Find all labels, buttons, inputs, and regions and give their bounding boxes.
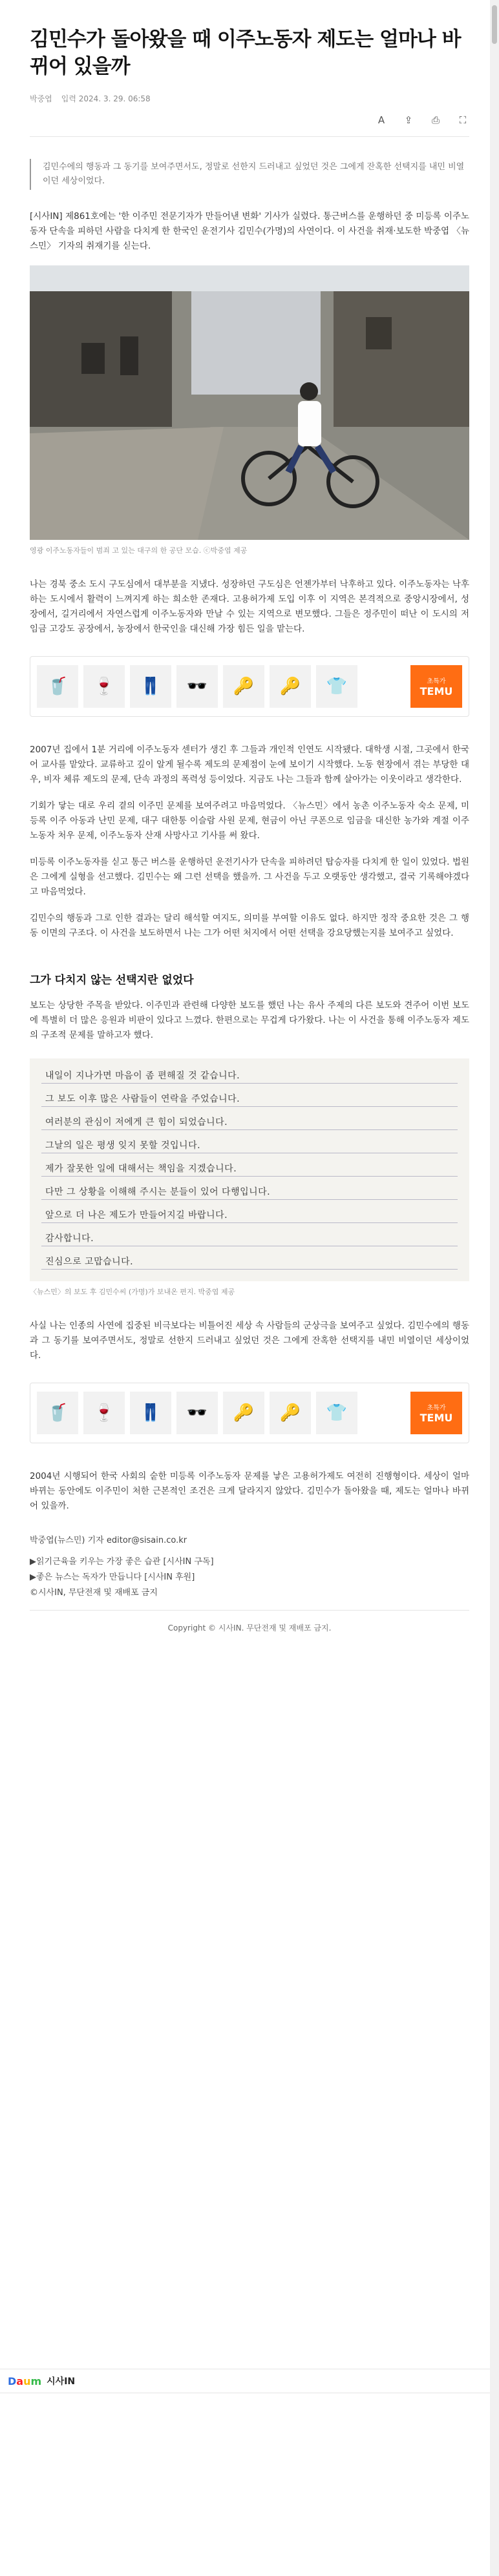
article-meta (30, 93, 469, 104)
letter-line: 제가 잘못한 일에 대해서는 책임을 지겠습니다. (45, 1164, 237, 1174)
letter-line: 앞으로 더 나은 제도가 만들어지길 바랍니다. (45, 1210, 228, 1221)
paragraph: 김민수의 행동과 그로 인한 결과는 달리 해석할 여지도, 의미를 부여할 이유도 없다. 하지만 정작 중요한 것은 그 행동 이면의 구조다. 이 사건을 보도하면서 나는 그가 어떤 처지에서 어떤 선택을 강요당했는지를 보여주고 싶었다. (30, 913, 469, 938)
letter-line: 그 보도 이후 많은 사람들이 연락을 주었습니다. (45, 1094, 240, 1104)
page-scrollbar[interactable] (490, 0, 499, 2576)
car-key-icon: 🔑 (279, 677, 301, 696)
wine-icon: 🍷 (93, 677, 115, 696)
article-footer (30, 1533, 469, 1653)
letter-line: 여러분의 관심이 저에게 큰 힘이 되었습니다. (45, 1117, 228, 1128)
daum-floating-bar[interactable] (0, 2369, 499, 2393)
ad-item[interactable] (37, 1392, 78, 1434)
letter-line: 다만 그 상황을 이해해 주시는 분들이 있어 다행입니다. (45, 1187, 271, 1197)
daum-logo[interactable]: Daum (8, 2375, 42, 2387)
subscribe-link[interactable]: ▶읽기근육을 키우는 가장 좋은 습관 [시사IN 구독] (30, 1557, 214, 1567)
article-summary: 김민수에의 행동과 그 동기를 보여주면서도, 정말로 선한지 드러내고 싶었던 것은 그에게 잔혹한 선택지를 내민 비열이던 세상이었다. (30, 159, 469, 190)
photo-caption: 영광 이주노동자들이 범죄 고 있는 대구의 한 공단 모습. ⓒ박중엽 제공 (30, 546, 248, 555)
sunglasses-icon: 🕶️ (186, 1403, 208, 1423)
cup-icon: 🥤 (47, 677, 69, 696)
article-photo (30, 265, 469, 540)
temu-logo[interactable] (410, 1392, 462, 1434)
street-photo-illustration (30, 265, 469, 540)
article-byline: 박중엽(뉴스민) 기자 editor@sisain.co.kr (30, 1536, 187, 1545)
site-copyright: Copyright © 시사IN. 무단전재 및 재배포 금지. (167, 1623, 332, 1633)
car-key-icon: 🔑 (233, 677, 255, 696)
letter-line: 내일이 지나가면 마음이 좀 편해질 것 같습니다. (45, 1071, 240, 1081)
letter-rule (41, 1269, 458, 1270)
fullscreen-icon[interactable]: ⛶ (459, 114, 467, 126)
sunglasses-icon: 🕶️ (186, 677, 208, 696)
letter-line: 그날의 일은 평생 잊지 못할 것입니다. (45, 1140, 201, 1151)
ad-brand: TEMU (419, 1412, 453, 1424)
ad-brand: TEMU (419, 685, 453, 697)
reporter-name[interactable]: 박중엽 (30, 94, 52, 103)
letter-rule (41, 1199, 458, 1200)
paragraph: 2004년 시행되어 한국 사회의 숱한 미등록 이주노동자 문제를 낳은 고용허가제도 여전히 진행형이다. 세상이 얼마 바뀌는 동안에도 이주민이 처한 근본적인 조건은 크게 달라지지 않았다. 김민수가 돌아왔을 때, 제도는 얼마나 바뀌어 있을까. (30, 1471, 469, 1511)
article-toolbar (30, 114, 469, 137)
ad-cta: 초특가 (427, 678, 446, 685)
ad-item[interactable] (223, 1392, 264, 1434)
scrollbar-thumb[interactable] (492, 5, 497, 44)
ad-item[interactable] (270, 665, 311, 708)
article-subheading: 그가 다치지 않는 선택지란 없었다 (30, 974, 194, 987)
shirt-icon: 👕 (326, 677, 348, 696)
temu-ad-banner[interactable] (30, 656, 469, 717)
paragraph: 기회가 닿는 대로 우리 곁의 이주민 문제를 보여주려고 마음먹었다. 〈뉴스민〉에서 농촌 이주노동자 숙소 문제, 미등록 이주 아동과 난민 문제, 대구 대한통 이슬람 사원 문제, 현금이 아닌 쿠폰으로 임금을 대신한 농가와 계절 이주노동자 처우 문제, 이주노동자 산재 사망사고 기사를 써 왔다. (30, 801, 469, 841)
ad-cta: 초특가 (427, 1405, 446, 1412)
letter-line: 감사합니다. (45, 1233, 94, 1244)
outlet-name: 시사IN (47, 2376, 76, 2387)
letter-rule (41, 1176, 458, 1177)
share-icon[interactable]: ⇪ (404, 114, 413, 126)
letter-rule (41, 1083, 458, 1084)
ad-item[interactable] (130, 1392, 171, 1434)
ad-item[interactable] (37, 665, 78, 708)
letter-caption: 〈뉴스민〉의 보도 후 김민수씨 (가명)가 보내온 편지. 박중엽 제공 (30, 1288, 235, 1296)
ad-item[interactable] (316, 665, 357, 708)
temu-logo[interactable] (410, 665, 462, 708)
paragraph: 나는 경북 중소 도시 구도심에서 대부분을 지냈다. 성장하던 구도심은 언젠가부터 낙후하고 있다. 이주노동자는 낙후하는 도시에서 활력이 느껴지게 하는 희소한 존재다. 고용허가제 도입 이후 이 지역은 본격적으로 중앙시장에서, 성장에서, 길거리에서 자연스럽게 이주노동자와 만날 수 있는 지역으로 변모했다. 그들은 정주민이 떠난 이 도시의 저임금 고강도 공장에서, 농장에서 한국인을 대신해 가장 힘든 일을 맡는다. (30, 579, 469, 634)
pants-icon: 👖 (140, 1403, 162, 1423)
support-link[interactable]: ▶좋은 뉴스는 독자가 만듭니다 [시사IN 후원] (30, 1572, 195, 1582)
pants-icon: 👖 (140, 677, 162, 696)
paragraph: 2007년 집에서 1분 거리에 이주노동자 센터가 생긴 후 그들과 개인적 인연도 시작됐다. 대학생 시절, 그곳에서 한국어 교사를 맡았다. 교류하고 깊이 알게 될수록 제도의 문제점이 눈에 보이기 시작했다. 노동 현장에서 겪는 부당한 대우, 비자 체류 제도의 문제, 단속 과정의 폭력성 등이었다. 지금도 나는 그들과 함께 살아가는 이웃이라고 생각한다. (30, 745, 469, 785)
letter-rule (41, 1106, 458, 1107)
temu-ad-banner[interactable] (30, 1383, 469, 1443)
wine-icon: 🍷 (93, 1403, 115, 1423)
ad-item[interactable] (176, 665, 218, 708)
ad-item[interactable] (83, 665, 125, 708)
letter-rule (41, 1129, 458, 1130)
ad-item[interactable] (223, 665, 264, 708)
font-size-icon[interactable]: A (377, 114, 385, 126)
publish-date: 입력 2024. 3. 29. 06:58 (61, 94, 151, 103)
ad-item[interactable] (316, 1392, 357, 1434)
paragraph: 사실 나는 인종의 사연에 집중된 비극보다는 비틀어진 세상 속 사람들의 군상극을 보여주고 싶었다. 김민수에의 행동과 그 동기를 보여주면서도, 정말로 선한지 드러내고 싶었던 것은 그에게 잔혹한 선택지를 내민 비열이던 세상이었다. (30, 1321, 469, 1361)
promo-links (30, 1554, 469, 1611)
shirt-icon: 👕 (326, 1403, 348, 1423)
ad-item[interactable] (130, 665, 171, 708)
paragraph: [시사IN] 제861호에는 '한 이주민 전문기자가 만들어낸 변화' 기사가 실렸다. 통근버스를 운행하던 중 미등록 이주노동자 단속을 피하던 사람을 다치게 한 한국인 운전기사 김민수(가명)의 사연이다. 이 사건을 취재·보도한 박중엽 〈뉴스민〉 기자의 취재기를 싣는다. (30, 211, 469, 251)
paragraph: 보도는 상당한 주목을 받았다. 이주민과 관련해 다양한 보도를 했던 나는 유사 주제의 다른 보도와 견주어 이번 보도에 특별히 더 많은 응원과 비판이 있다고 느꼈다. 한편으로는 무겁게 다가왔다. 나는 이 사건을 통해 이주노동자 제도의 구조적 문제를 말하고자 했다. (30, 1000, 469, 1040)
paragraph: 미등록 이주노동자를 싣고 통근 버스를 운행하던 운전기사가 단속을 피하려던 탑승자를 다치게 한 일이 있었다. 법원은 그에게 실형을 선고했다. 김민수는 왜 그런 선택을 했을까. 그 사건을 두고 오랫동안 생각했고, 결국 기록해야겠다고 마음먹었다. (30, 857, 469, 897)
ad-item[interactable] (270, 1392, 311, 1434)
ad-item[interactable] (83, 1392, 125, 1434)
letter-line: 진심으로 고맙습니다. (45, 1257, 134, 1267)
ad-item[interactable] (176, 1392, 218, 1434)
copyright-notice: ©시사IN, 무단전재 및 재배포 금지 (30, 1588, 158, 1598)
car-key-icon: 🔑 (279, 1403, 301, 1423)
handwritten-letter-image (30, 1058, 469, 1281)
print-icon[interactable]: ⎙ (431, 114, 440, 126)
cup-icon: 🥤 (47, 1403, 69, 1423)
letter-rule (41, 1222, 458, 1223)
car-key-icon: 🔑 (233, 1403, 255, 1423)
article-title: 김민수가 돌아왔을 때 이주노동자 제도는 얼마나 바뀌어 있을까 (30, 28, 461, 78)
